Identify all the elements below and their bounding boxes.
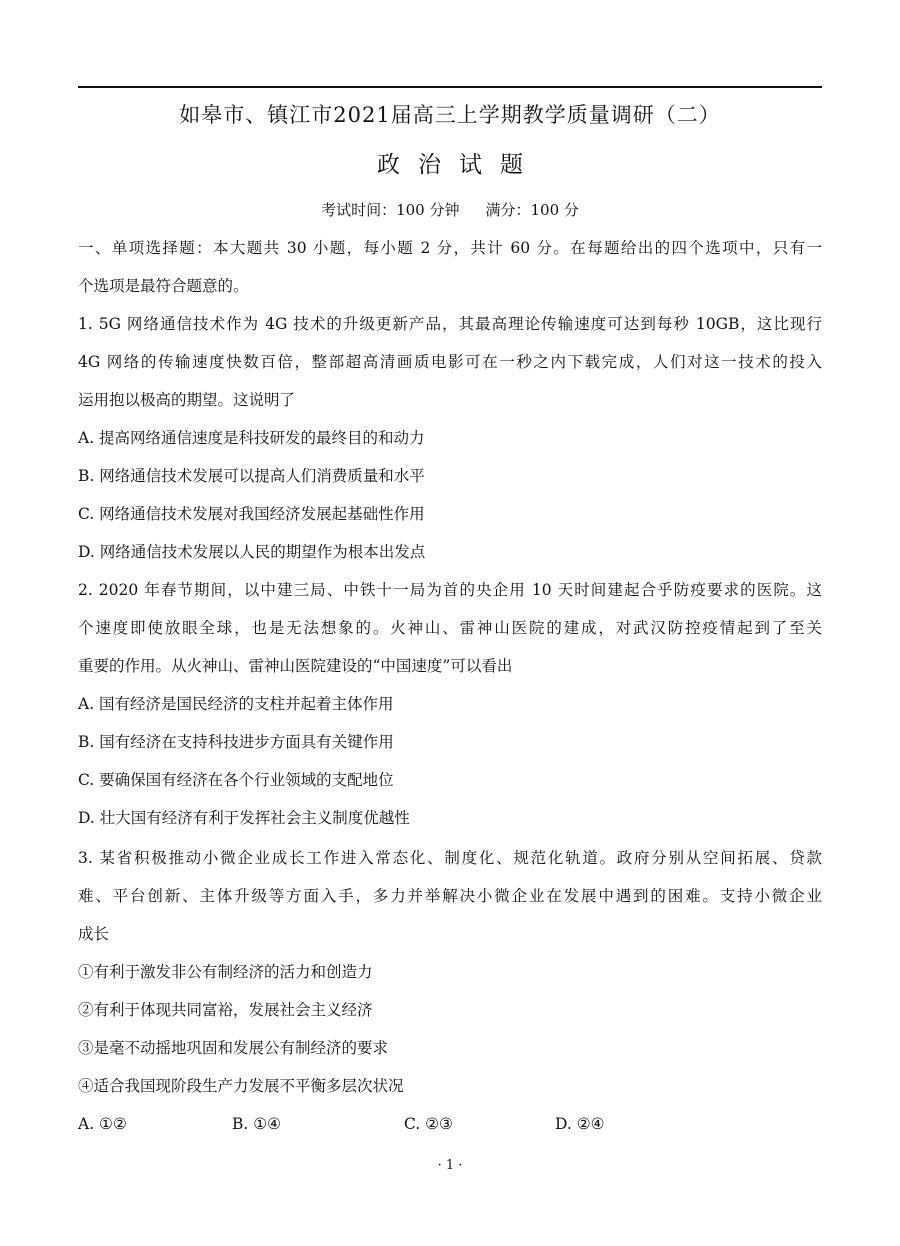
exam-time: 考试时间：100 分钟 — [321, 201, 460, 219]
q3-option-d: D. ②④ — [555, 1115, 605, 1133]
q3-item-1: ①有利于激发非公有制经济的活力和创造力 — [78, 963, 373, 981]
q3-option-b: B. ①④ — [232, 1115, 282, 1133]
full-score: 满分：100 分 — [485, 201, 579, 219]
top-rule-divider — [78, 86, 822, 88]
document-subtitle: 政治试题 — [377, 152, 541, 178]
q2-option-b: B. 国有经济在支持科技进步方面具有关键作用 — [78, 733, 394, 751]
q1-option-d: D. 网络通信技术发展以人民的期望作为根本出发点 — [78, 543, 426, 561]
q1-option-a: A. 提高网络通信速度是科技研发的最终目的和动力 — [78, 429, 425, 447]
q2-option-c: C. 要确保国有经济在各个行业领域的支配地位 — [78, 771, 394, 789]
q1-option-c: C. 网络通信技术发展对我国经济发展起基础性作用 — [78, 505, 425, 523]
q1-stem-line-3: 运用抱以极高的期望。这说明了 — [78, 391, 296, 409]
q3-stem-line-2: 难、平台创新、主体升级等方面入手，多力并举解决小微企业在发展中遇到的困难。支持小微企业 — [78, 887, 822, 905]
q3-stem-line-1: 3. 某省积极推动小微企业成长工作进入常态化、制度化、规范化轨道。政府分别从空间拓展、贷款 — [78, 849, 822, 867]
q3-option-a: A. ①② — [78, 1115, 127, 1133]
q1-stem-line-2: 4G 网络的传输速度快数百倍，整部超高清画质电影可在一秒之内下载完成，人们对这一技术的投入 — [78, 353, 822, 371]
q2-option-a: A. 国有经济是国民经济的支柱并起着主体作用 — [78, 695, 394, 713]
q2-stem-line-1: 2. 2020 年春节期间，以中建三局、中铁十一局为首的央企用 10 天时间建起合乎防疫要求的医院。这 — [78, 581, 822, 599]
q3-item-3: ③是毫不动摇地巩固和发展公有制经济的要求 — [78, 1039, 389, 1057]
section-instruction-line-1: 一、单项选择题：本大题共 30 小题，每小题 2 分，共计 60 分。在每题给出的四个选项中，只有一 — [78, 239, 822, 257]
q2-stem-line-2: 个速度即使放眼全球，也是无法想象的。火神山、雷神山医院的建成，对武汉防控疫情起到了至关 — [78, 619, 822, 637]
q3-stem-line-3: 成长 — [78, 925, 110, 943]
q3-options-row — [78, 1112, 822, 1136]
q3-item-2: ②有利于体现共同富裕，发展社会主义经济 — [78, 1001, 373, 1019]
section-instruction-line-2: 个选项是最符合题意的。 — [78, 277, 249, 295]
q3-item-4: ④适合我国现阶段生产力发展不平衡多层次状况 — [78, 1077, 404, 1095]
exam-info — [0, 198, 900, 222]
document-title: 如皋市、镇江市2021届高三上学期教学质量调研（二） — [179, 103, 721, 127]
q2-option-d: D. 壮大国有经济有利于发挥社会主义制度优越性 — [78, 809, 410, 827]
page-number: · 1 · — [437, 1158, 463, 1173]
q2-stem-line-3: 重要的作用。从火神山、雷神山医院建设的“中国速度”可以看出 — [78, 657, 513, 675]
q3-option-c: C. ②③ — [404, 1115, 453, 1133]
q1-option-b: B. 网络通信技术发展可以提高人们消费质量和水平 — [78, 467, 425, 485]
q1-stem-line-1: 1. 5G 网络通信技术作为 4G 技术的升级更新产品，其最高理论传输速度可达到每秒 10GB，这比现行 — [78, 315, 822, 333]
